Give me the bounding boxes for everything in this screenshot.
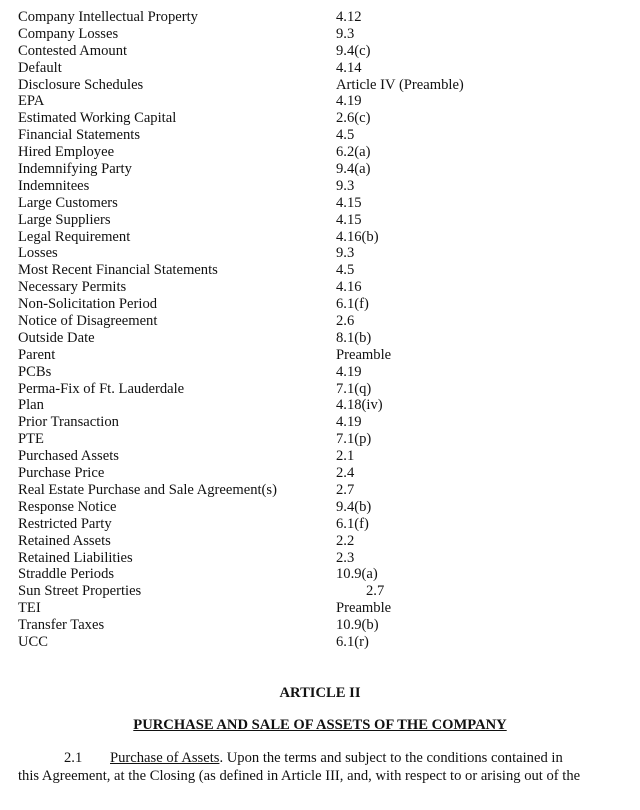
- defined-term: EPA: [18, 93, 45, 110]
- defined-term: Purchase Price: [18, 465, 105, 482]
- definition-row: [18, 229, 618, 246]
- defined-term: Straddle Periods: [18, 566, 115, 583]
- paragraph-line: [18, 749, 622, 767]
- defined-term: Contested Amount: [18, 42, 128, 59]
- section-reference: 9.4(b): [336, 498, 372, 515]
- section-reference: 7.1(p): [336, 431, 372, 448]
- defined-term: Hired Employee: [18, 144, 115, 161]
- defined-term: Indemnitees: [18, 177, 90, 194]
- definition-row: [18, 127, 618, 144]
- defined-term: Outside Date: [18, 329, 95, 346]
- definition-row: [18, 465, 618, 482]
- section-reference: 9.3: [336, 25, 355, 42]
- section-reference: 2.6: [336, 313, 355, 330]
- defined-term: Real Estate Purchase and Sale Agreement(s): [18, 481, 277, 498]
- section-reference: 8.1(b): [336, 329, 372, 346]
- section-reference: 6.1(f): [336, 296, 369, 313]
- definition-row: [18, 516, 618, 533]
- definition-row: [18, 381, 618, 398]
- defined-term: Prior Transaction: [18, 414, 119, 431]
- defined-term: Disclosure Schedules: [18, 76, 144, 93]
- defined-term: Perma-Fix of Ft. Lauderdale: [18, 380, 185, 397]
- section-reference: 9.4(c): [336, 42, 371, 59]
- definition-row: [18, 93, 618, 110]
- defined-term: PCBs: [18, 363, 52, 380]
- section-reference: 7.1(q): [336, 380, 372, 397]
- section-reference: 4.19: [336, 414, 362, 431]
- defined-term: Company Losses: [18, 25, 119, 42]
- section-reference: 2.7: [336, 481, 355, 498]
- section-reference: 4.15: [336, 211, 362, 228]
- definition-row: [18, 583, 618, 600]
- defined-term: Sun Street Properties: [18, 583, 142, 600]
- section-reference: 2.1: [336, 448, 355, 465]
- section-reference: 4.19: [336, 93, 362, 110]
- section-reference: 4.16(b): [336, 228, 379, 245]
- definition-row: [18, 77, 618, 94]
- defined-term: Estimated Working Capital: [18, 110, 177, 127]
- article-title: PURCHASE AND SALE OF ASSETS OF THE COMPANY: [133, 717, 507, 733]
- definition-row: [18, 9, 618, 26]
- defined-term: Retained Liabilities: [18, 549, 133, 566]
- section-number: 2.1: [64, 750, 83, 766]
- definition-row: [18, 566, 618, 583]
- definition-row: [18, 262, 618, 279]
- definition-row: [18, 144, 618, 161]
- section-title: Purchase of Assets: [110, 750, 220, 766]
- defined-term: PTE: [18, 431, 44, 448]
- defined-term: Legal Requirement: [18, 228, 131, 245]
- section-reference: 4.18(iv): [336, 397, 383, 414]
- definitions-index: [18, 9, 618, 651]
- section-reference: 4.14: [336, 59, 362, 76]
- definition-row: [18, 178, 618, 195]
- definition-row: [18, 364, 618, 381]
- definition-row: [18, 414, 618, 431]
- definition-row: [18, 347, 618, 364]
- defined-term: Retained Assets: [18, 532, 111, 549]
- definition-row: [18, 482, 618, 499]
- section-reference: 4.5: [336, 262, 355, 279]
- defined-term: Purchased Assets: [18, 448, 119, 465]
- definition-row: [18, 431, 618, 448]
- defined-term: Financial Statements: [18, 127, 140, 144]
- definition-row: [18, 110, 618, 127]
- definition-row: [18, 212, 618, 229]
- section-reference: 4.12: [336, 9, 362, 25]
- defined-term: UCC: [18, 633, 49, 650]
- definition-row: [18, 60, 618, 77]
- section-reference: 2.6(c): [336, 110, 371, 127]
- defined-term: Transfer Taxes: [18, 617, 105, 634]
- definition-row: [18, 195, 618, 212]
- defined-term: Company Intellectual Property: [18, 9, 198, 25]
- section-reference: Preamble: [336, 346, 392, 363]
- definition-row: [18, 448, 618, 465]
- defined-term: Losses: [18, 245, 58, 262]
- definition-row: [18, 397, 618, 414]
- definition-row: [18, 330, 618, 347]
- defined-term: Large Customers: [18, 194, 118, 211]
- defined-term: Default: [18, 59, 62, 76]
- defined-term: Necessary Permits: [18, 279, 127, 296]
- defined-term: TEI: [18, 600, 41, 617]
- paragraph-text: . Upon the terms and subject to the conditions contained in: [219, 750, 563, 766]
- definition-row: [18, 26, 618, 43]
- section-reference: 2.4: [336, 465, 355, 482]
- section-reference: Article IV (Preamble): [336, 76, 464, 93]
- section-reference: 6.1(f): [336, 515, 369, 532]
- section-reference: 4.15: [336, 194, 362, 211]
- definition-row: [18, 313, 618, 330]
- definition-row: [18, 245, 618, 262]
- section-reference: 9.3: [336, 177, 355, 194]
- defined-term: Most Recent Financial Statements: [18, 262, 218, 279]
- defined-term: Restricted Party: [18, 515, 112, 532]
- definition-row: [18, 296, 618, 313]
- section-reference: 4.19: [336, 363, 362, 380]
- defined-term: Indemnifying Party: [18, 161, 132, 178]
- definition-row: [18, 43, 618, 60]
- defined-term: Parent: [18, 346, 56, 363]
- section-reference: 2.7: [366, 583, 385, 600]
- section-reference: 2.3: [336, 549, 355, 566]
- section-reference: 2.2: [336, 532, 355, 549]
- section-reference: 10.9(a): [336, 566, 378, 583]
- section-reference: 4.16: [336, 279, 362, 296]
- definition-row: [18, 550, 618, 567]
- defined-term: Plan: [18, 397, 44, 414]
- section-reference: 6.1(r): [336, 633, 369, 650]
- definition-row: [18, 499, 618, 516]
- defined-term: Response Notice: [18, 498, 117, 515]
- section-reference: 4.5: [336, 127, 355, 144]
- defined-term: Notice of Disagreement: [18, 313, 158, 330]
- definition-row: [18, 161, 618, 178]
- paragraph-line: this Agreement, at the Closing (as defined in Article III, and, with respect to or arising out of the: [18, 768, 581, 784]
- section-paragraph: [18, 749, 622, 785]
- definition-row: [18, 634, 618, 651]
- section-reference: 10.9(b): [336, 617, 379, 634]
- definition-row: [18, 617, 618, 634]
- defined-term: Non-Solicitation Period: [18, 296, 158, 313]
- section-reference: 9.3: [336, 245, 355, 262]
- section-reference: 9.4(a): [336, 161, 371, 178]
- definition-row: [18, 600, 618, 617]
- defined-term: Large Suppliers: [18, 211, 111, 228]
- definition-row: [18, 279, 618, 296]
- section-reference: 6.2(a): [336, 144, 371, 161]
- article-heading: ARTICLE II: [279, 685, 361, 701]
- definition-row: [18, 533, 618, 550]
- section-reference: Preamble: [336, 600, 392, 617]
